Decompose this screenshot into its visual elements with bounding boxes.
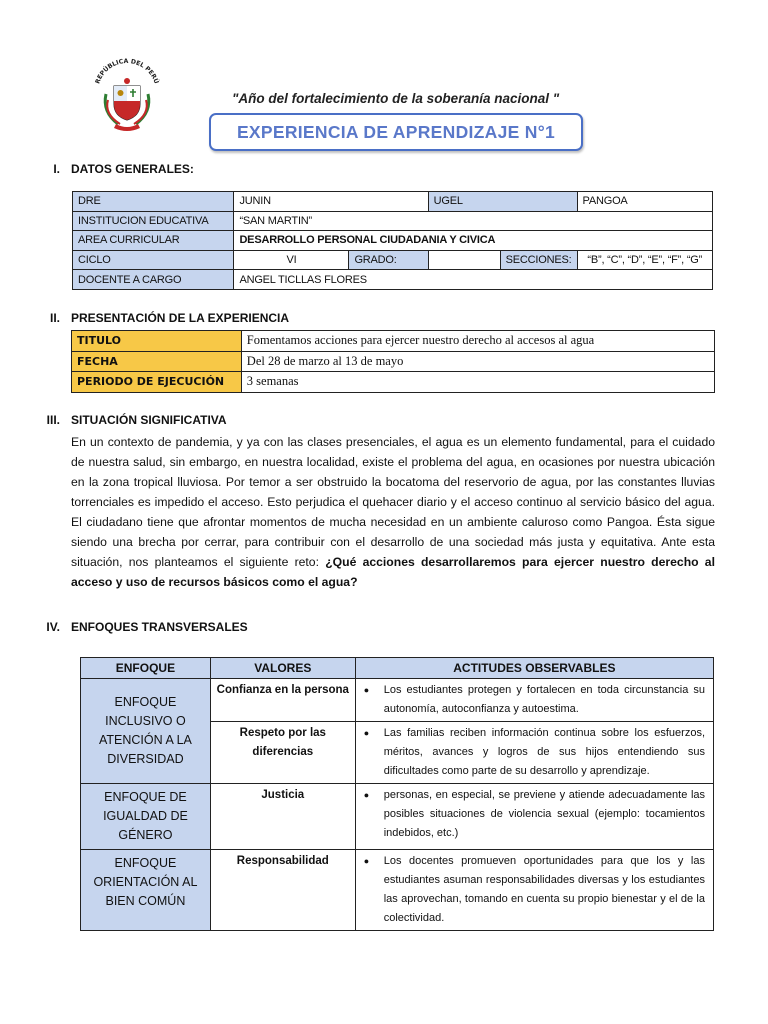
table-row: [72, 351, 715, 372]
table-row: [73, 192, 713, 212]
column-header: ENFOQUE: [81, 658, 211, 679]
table-row: [73, 231, 713, 251]
peru-coat-of-arms-seal: [86, 52, 168, 134]
docente-label: DOCENTE A CARGO: [73, 270, 234, 290]
table-row: [73, 270, 713, 290]
valor-cell: Justicia: [210, 784, 355, 850]
situacion-paragraph: [71, 432, 715, 592]
enfoque-cell: ENFOQUE ORIENTACIÓN AL BIEN COMÚN: [81, 850, 211, 931]
presentacion-table: [71, 330, 715, 393]
ciclo-value: VI: [234, 250, 349, 270]
valor-cell: Responsabilidad: [210, 850, 355, 931]
grado-label: GRADO:: [349, 250, 428, 270]
datos-generales-table: [72, 191, 713, 290]
dre-value: JUNIN: [234, 192, 428, 212]
column-header: VALORES: [210, 658, 355, 679]
bullet-icon: ●: [363, 790, 370, 800]
actitud-cell: ● Las familias reciben información continua sobre los esfuerzos, méritos, avances y logros de sus hijos entendiendo sus dificultades como parte de su desarrollo y aprendizaje.: [355, 722, 713, 784]
ciclo-label: CICLO: [73, 250, 234, 270]
dre-label: DRE: [73, 192, 234, 212]
enfoque-cell: ENFOQUE INCLUSIVO O ATENCIÓN A LA DIVERSIDAD: [81, 679, 211, 784]
seal-text: REPÚBLICA DEL PERÚ: [94, 57, 160, 85]
periodo-label: PERIODO DE EJECUCIÓN: [72, 372, 242, 393]
situacion-text: En un contexto de pandemia, y ya con las clases presenciales, el agua es un elemento fundamental, para el cuidado de nuestra salud, sin embargo, en nuestra localidad, existe el problema del agua, en ocasiones por nuestra ubicación en la zona tropical lluviosa. Por temor a ser obstruido la bocatoma del reservorio de agua, por las constantes lluvias torrenciales es impedido el acceso. Esto perjudica el quehacer diario y el acceso continuo al servicio básico del agua. El ciudadano tiene que afrontar momentos de mucha necesidad en un ambiente caluroso como Pangoa. Ésta sigue siendo una brecha por cerrar, para contribuir con el desarrollo de una sociedad más justa y equitativa. Ante esta situación, nos planteamos el siguiente reto:: [71, 435, 715, 569]
secciones-value: “B”, “C”, “D”, “E”, “F”, “G”: [577, 250, 712, 270]
titulo-value: Fomentamos acciones para ejercer nuestro derecho al accesos al agua: [241, 331, 714, 352]
enfoque-cell: ENFOQUE DE IGUALDAD DE GÉNERO: [81, 784, 211, 850]
valor-cell: Respeto por las diferencias: [210, 722, 355, 784]
table-row: [81, 784, 714, 850]
bullet-icon: ●: [363, 728, 370, 738]
table-row: [72, 372, 715, 393]
table-header-row: [81, 658, 714, 679]
ugel-value: PANGOA: [577, 192, 712, 212]
table-row: [81, 679, 714, 722]
column-header: ACTITUDES OBSERVABLES: [355, 658, 713, 679]
table-row: [73, 250, 713, 270]
fecha-label: FECHA: [72, 351, 242, 372]
actitud-cell: ● Los docentes promueven oportunidades para que los y las estudiantes asuman responsabilidades diversas y los estudiantes las aprovechan, tomando en cuenta su propio bienestar y el de la colectividad.: [355, 850, 713, 931]
ie-value: “SAN MARTIN”: [234, 211, 713, 231]
secciones-label: SECCIONES:: [500, 250, 577, 270]
docente-value: ANGEL TICLLAS FLORES: [234, 270, 713, 290]
bullet-icon: ●: [363, 685, 370, 695]
valor-cell: Confianza en la persona: [210, 679, 355, 722]
ie-label: INSTITUCION EDUCATIVA: [73, 211, 234, 231]
enfoques-table: [80, 657, 714, 931]
fecha-value: Del 28 de marzo al 13 de mayo: [241, 351, 714, 372]
area-label: AREA CURRICULAR: [73, 231, 234, 251]
periodo-value: 3 semanas: [241, 372, 714, 393]
actitud-cell: ● personas, en especial, se previene y atiende adecuadamente las posibles situaciones de violencia sexual (ejemplo: tocamientos indebidos, etc.): [355, 784, 713, 850]
ugel-label: UGEL: [428, 192, 577, 212]
grado-value: [428, 250, 500, 270]
situacion-reto: ¿Qué acciones desarrollaremos para ejercer nuestro derecho al acceso y uso de recursos básicos como el agua?: [71, 555, 715, 589]
table-row: [72, 331, 715, 352]
table-row: [73, 211, 713, 231]
bullet-icon: ●: [363, 856, 370, 866]
title-box: [209, 113, 583, 151]
titulo-label: TITULO: [72, 331, 242, 352]
table-row: [81, 850, 714, 931]
document-title: EXPERIENCIA DE APRENDIZAJE N°1: [236, 121, 556, 142]
actitud-cell: ● Los estudiantes protegen y fortalecen en toda circunstancia su autonomía, autoconfianza y autoestima.: [355, 679, 713, 722]
year-motto: "Año del fortalecimiento de la soberanía nacional ": [232, 91, 560, 106]
area-value: DESARROLLO PERSONAL CIUDADANIA Y CIVICA: [234, 231, 713, 251]
